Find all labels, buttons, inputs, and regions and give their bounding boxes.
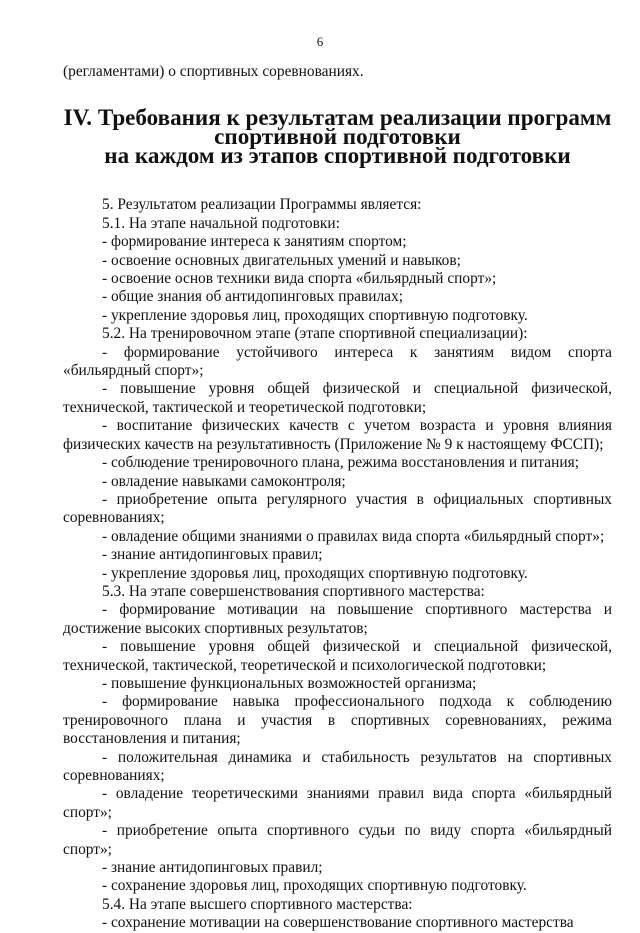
continuation-text: (регламентами) о спортивных соревнованиях. [63,63,364,80]
page-number: 6 [316,34,324,49]
list-item: - знание антидопинговых правил; [102,859,323,877]
list-item: 5.4. На этапе высшего спортивного мастерства: [102,895,413,913]
list-item: - положительная динамика и стабильность результатов на спортивных соревнованиях; [63,748,612,784]
list-item: - укрепление здоровья лиц, проходящих спортивную подготовку. [102,306,528,324]
list-item: - формирование мотивации на повышение спортивного мастерства и достижение высоких спортивных результатов; [63,601,612,637]
list-item: - формирование навыка профессионального подхода к соблюдению тренировочного плана и участия в спортивных соревнованиях, режима восстановления и питания; [63,693,612,748]
list-item: - овладение навыками самоконтроля; [102,472,346,490]
section-heading-line-2: на каждом из этапов спортивной подготовки [104,142,571,169]
list-item: - овладение общими знаниями о правилах вида спорта «бильярдный спорт»; [102,527,605,545]
list-item: - знание антидопинговых правил; [102,546,323,564]
list-item: - приобретение опыта регулярного участия в официальных спортивных соревнованиях; [63,490,612,527]
list-item: - соблюдение тренировочного плана, режима восстановления и питания; [102,454,579,472]
list-item: - приобретение опыта спортивного судьи по виду спорта «бильярдный спорт»; [63,822,612,858]
list-item: - укрепление здоровья лиц, проходящих спортивную подготовку. [102,564,528,582]
list-item: 5.3. На этапе совершенствования спортивного мастерства: [102,582,485,600]
list-item: - освоение основ техники вида спорта «бильярдный спорт»; [102,270,497,288]
list-item: 5. Результатом реализации Программы является: [102,196,422,214]
list-item: 5.1. На этапе начальной подготовки: [102,214,340,232]
document-body [63,63,612,933]
section-heading [63,104,612,169]
list-item: 5.2. На тренировочном этапе (этапе спортивной специализации): [102,325,528,343]
list-item: - общие знания об антидопинговых правилах; [102,288,403,306]
requirements-list [63,196,612,932]
list-item: - формирование интереса к занятиям спортом; [102,233,407,251]
list-item: - повышение уровня общей физической и специальной физической, технической, тактической и теоретической подготовки; [63,380,612,416]
list-item: - формирование устойчивого интереса к занятиям видом спорта «бильярдный спорт»; [63,343,612,380]
list-item: - сохранение здоровья лиц, проходящих спортивную подготовку. [102,877,527,895]
list-item: - воспитание физических качеств с учетом возраста и уровня влияния физических качеств на результативность (Приложение № 9 к настоящему ФССП); [63,417,612,453]
list-item: - повышение функциональных возможностей организма; [102,674,477,692]
list-item: - повышение уровня общей физической и специальной физической, технической, тактической, теоретической и психологической подготовки; [63,638,612,674]
list-item: - овладение теоретическими знаниями правил вида спорта «бильярдный спорт»; [63,785,612,821]
list-item: - освоение основных двигательных умений и навыков; [102,251,461,269]
section-heading-line-1: IV. Требования к результатам реализации программ спортивной подготовки [63,104,612,150]
list-item: - сохранение мотивации на совершенствование спортивного мастерства [102,914,574,932]
